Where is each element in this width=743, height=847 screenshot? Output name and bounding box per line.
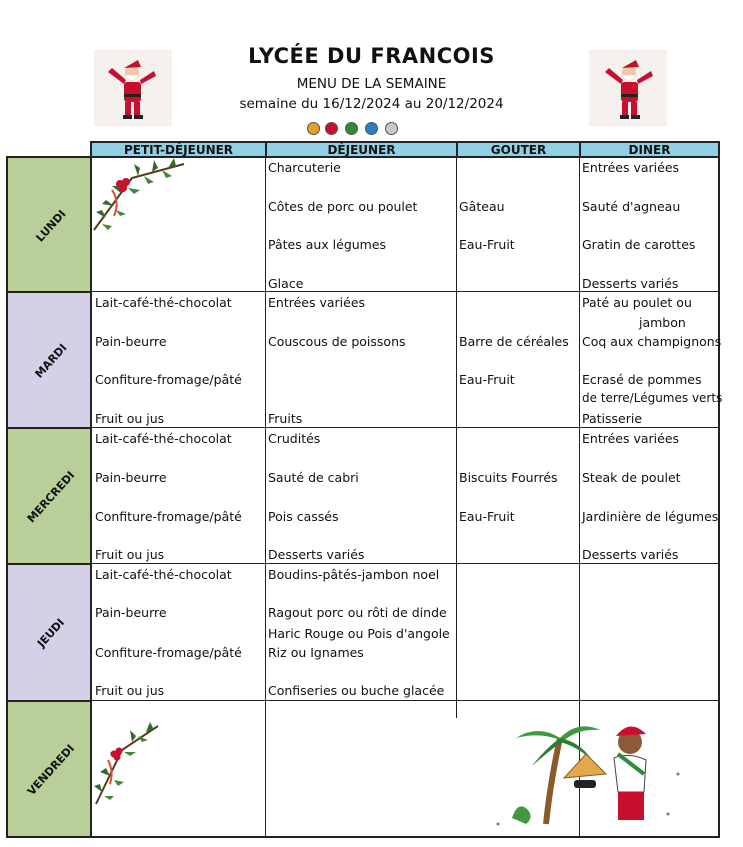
- cell-mardi-diner: Patisserie: [582, 411, 643, 426]
- row-divider: [6, 563, 720, 564]
- day-cell-mercredi: [6, 427, 92, 565]
- cell-jeudi-dejeuner: Haric Rouge ou Pois d'angole: [268, 626, 450, 641]
- santa-icon: [589, 50, 667, 126]
- cell-lundi-gouter: Gâteau: [459, 199, 505, 214]
- santa-icon: [94, 50, 172, 126]
- cell-mercredi-diner: Jardinière de légumes: [582, 509, 719, 524]
- cell-mardi-petit-dejeuner: Lait-café-thé-chocolat: [95, 295, 232, 310]
- cell-mercredi-diner: Desserts variés: [582, 547, 679, 562]
- week-range: semaine du 16/12/2024 au 20/12/2024: [239, 96, 504, 112]
- cell-mercredi-dejeuner: Desserts variés: [268, 547, 365, 562]
- day-label: VENDREDI: [24, 742, 78, 798]
- cell-mardi-dejeuner: Entrées variées: [268, 295, 366, 310]
- column-header-gouter: GOUTER: [456, 141, 581, 158]
- day-cell-mardi: [6, 291, 92, 429]
- cell-jeudi-petit-dejeuner: Pain-beurre: [95, 605, 167, 620]
- cell-mardi-dejeuner: Fruits: [268, 411, 303, 426]
- column-header-dejeuner: DÉJEUNER: [265, 141, 458, 158]
- cell-mardi-diner: Coq aux champignons: [582, 334, 722, 349]
- day-label: MERCREDI: [24, 468, 78, 526]
- cell-mardi-petit-dejeuner: Pain-beurre: [95, 334, 167, 349]
- ornaments-icon: [303, 114, 407, 138]
- cell-jeudi-petit-dejeuner: Confiture-fromage/pâté: [95, 645, 242, 660]
- cell-mercredi-petit-dejeuner: Fruit ou jus: [95, 547, 165, 562]
- cell-lundi-diner: Desserts variés: [582, 276, 679, 291]
- cell-mardi-gouter: Barre de céréales: [459, 334, 569, 349]
- cell-jeudi-dejeuner: Confiseries ou buche glacée: [268, 683, 445, 698]
- cell-lundi-dejeuner: Pâtes aux légumes: [268, 237, 387, 252]
- cell-mardi-diner: de terre/Légumes verts: [582, 391, 723, 405]
- cell-jeudi-dejeuner: Boudins-pâtés-jambon noel: [268, 567, 440, 582]
- cell-mercredi-petit-dejeuner: Lait-café-thé-chocolat: [95, 431, 232, 446]
- cell-mercredi-diner: Steak de poulet: [582, 470, 681, 485]
- holly-icon: [92, 720, 162, 806]
- cell-jeudi-dejeuner: Riz ou Ignames: [268, 645, 364, 660]
- day-cell-vendredi: [6, 700, 92, 838]
- cell-lundi-diner: Entrées variées: [582, 160, 680, 175]
- row-divider: [6, 291, 720, 292]
- cell-mardi-petit-dejeuner: Confiture-fromage/pâté: [95, 372, 242, 387]
- cell-mardi-diner: jambon: [639, 315, 686, 330]
- cell-mercredi-gouter: Eau-Fruit: [459, 509, 515, 524]
- day-cell-jeudi: [6, 563, 92, 702]
- column-header-diner: DINER: [579, 141, 720, 158]
- row-divider: [6, 700, 720, 701]
- cell-lundi-diner: Sauté d'agneau: [582, 199, 681, 214]
- day-cell-lundi: [6, 156, 92, 293]
- row-divider: [6, 427, 720, 428]
- holly-icon: [92, 158, 188, 232]
- cell-jeudi-dejeuner: Ragout porc ou rôti de dinde: [268, 605, 447, 620]
- beach-christmas-icon: [488, 714, 688, 834]
- cell-mercredi-dejeuner: Crudités: [268, 431, 321, 446]
- cell-lundi-dejeuner: Charcuterie: [268, 160, 341, 175]
- day-label: LUNDI: [33, 207, 69, 245]
- page-subtitle: MENU DE LA SEMAINE: [296, 76, 447, 92]
- cell-mercredi-petit-dejeuner: Confiture-fromage/pâté: [95, 509, 242, 524]
- cell-mardi-diner: Paté au poulet ou: [582, 295, 692, 310]
- cell-mercredi-dejeuner: Sauté de cabri: [268, 470, 359, 485]
- column-divider: [456, 156, 457, 718]
- cell-mercredi-petit-dejeuner: Pain-beurre: [95, 470, 167, 485]
- cell-mardi-petit-dejeuner: Fruit ou jus: [95, 411, 165, 426]
- day-label: MARDI: [32, 341, 70, 381]
- column-header-petit-dejeuner: PETIT-DÉJEUNER: [90, 141, 267, 158]
- cell-lundi-dejeuner: Côtes de porc ou poulet: [268, 199, 418, 214]
- cell-mardi-dejeuner: Couscous de poissons: [268, 334, 406, 349]
- page-title: LYCÉE DU FRANCOIS: [248, 44, 495, 68]
- cell-mardi-gouter: Eau-Fruit: [459, 372, 515, 387]
- cell-lundi-diner: Gratin de carottes: [582, 237, 696, 252]
- day-label: JEUDI: [34, 616, 68, 650]
- column-divider: [265, 156, 266, 838]
- cell-jeudi-petit-dejeuner: Lait-café-thé-chocolat: [95, 567, 232, 582]
- cell-mercredi-dejeuner: Pois cassés: [268, 509, 339, 524]
- cell-lundi-gouter: Eau-Fruit: [459, 237, 515, 252]
- cell-lundi-dejeuner: Glace: [268, 276, 304, 291]
- cell-jeudi-petit-dejeuner: Fruit ou jus: [95, 683, 165, 698]
- cell-mardi-diner: Ecrasé de pommes: [582, 372, 702, 387]
- cell-mercredi-gouter: Biscuits Fourrés: [459, 470, 558, 485]
- cell-mercredi-diner: Entrées variées: [582, 431, 680, 446]
